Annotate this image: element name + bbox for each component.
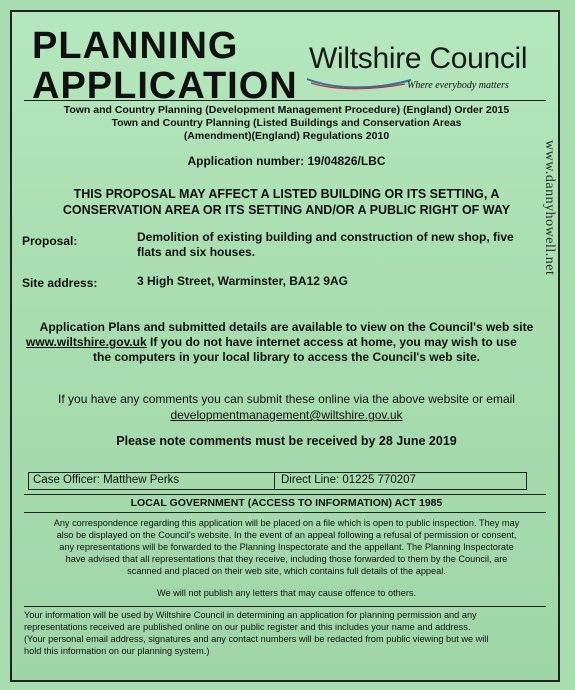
watermark: www.dannyhowell.net <box>542 140 557 276</box>
plans-line-1: Application Plans and submitted details are available to view on the Council's web site <box>39 320 534 334</box>
comments-email-link[interactable]: developmentmanagement@wiltshire.gov.uk <box>170 408 403 422</box>
order-line-2: Town and Country Planning (Listed Buildings and Conservation Areas <box>111 117 462 129</box>
proposal-text-2: flats and six houses. <box>137 245 256 259</box>
order-line-3: (Amendment)(England) Regulations 2010 <box>183 130 390 142</box>
cell-divider <box>274 473 275 489</box>
site-address-value: 3 High Street, Warminster, BA12 9AG <box>137 274 348 288</box>
proposal-warning-2: CONSERVATION AREA OR ITS SETTING AND/OR A PUBLIC RIGHT OF WAY <box>62 203 511 217</box>
proposal-label: Proposal: <box>22 234 78 248</box>
divider <box>24 512 546 513</box>
correspondence-line-5: scanned and placed on their web site, which contains full details of the appeal. <box>127 566 446 576</box>
correspondence-line-4: have advised that all representations that they receive, including those forwarded to them by the Council, are <box>65 554 508 564</box>
case-officer-box <box>28 472 527 490</box>
direct-line: Direct Line: 01225 770207 <box>281 474 416 486</box>
divider <box>24 606 546 607</box>
site-address-label: Site address: <box>22 276 98 290</box>
divider <box>24 494 546 495</box>
wiltshire-website-link[interactable]: www.wiltshire.gov.uk <box>26 335 147 349</box>
comments-line-1: If you have any comments you can submit these online via the above website or email <box>58 392 515 406</box>
plans-line-2-rest: If you do not have internet access at home, you may wish to use <box>146 335 517 349</box>
wiltshire-council-logo <box>309 42 528 91</box>
proposal-warning-1: THIS PROPOSAL MAY AFFECT A LISTED BUILDING OR ITS SETTING, A <box>73 187 500 201</box>
application-number: Application number: 19/04826/LBC <box>187 154 386 168</box>
logo-name: Wiltshire Council <box>309 42 528 75</box>
correspondence-line-2: also be displayed on the Council's website. In the event of an appeal following a refusal of permission or consent, <box>56 530 517 540</box>
order-line-1: Town and Country Planning (Development Management Procedure) (England) Order 2015 <box>63 104 510 116</box>
proposal-text-1: Demolition of existing building and construction of new shop, five <box>137 230 514 244</box>
act-title: LOCAL GOVERNMENT (ACCESS TO INFORMATION) ACT 1985 <box>130 497 443 509</box>
title-line-2: APPLICATION <box>32 65 298 107</box>
correspondence-line-1: Any correspondence regarding this application will be placed on a file which is open to public inspection. They may <box>53 518 520 528</box>
plans-line-2 <box>26 335 517 349</box>
privacy-line-2: representations received are published online on our public register and this includes your name and address. <box>24 622 471 632</box>
swoosh-icon <box>305 76 415 90</box>
privacy-line-3: (Your personal email address, signatures and any contact numbers will be redacted from public viewing but we will <box>24 634 489 644</box>
divider <box>24 100 546 101</box>
correspondence-line-3: any representations will be forwarded to the Planning Inspectorate and the appellant. The Planning Inspectorate <box>59 542 514 552</box>
privacy-line-1: Your information will be used by Wiltshire Council in determining an application for planning permission and any <box>24 610 477 620</box>
planning-notice <box>10 10 560 682</box>
title-line-1: PLANNING <box>32 25 239 67</box>
deadline-notice: Please note comments must be received by 28 June 2019 <box>116 434 457 448</box>
plans-line-3: the computers in your local library to access the Council's web site. <box>93 350 480 364</box>
logo-tagline: Where everybody matters <box>407 80 509 91</box>
no-offence-notice: We will not publish any letters that may cause offence to others. <box>156 588 417 598</box>
privacy-line-4: hold this information on our planning system.) <box>24 646 210 656</box>
notice-title <box>32 26 298 106</box>
case-officer: Case Officer: Matthew Perks <box>33 474 180 486</box>
